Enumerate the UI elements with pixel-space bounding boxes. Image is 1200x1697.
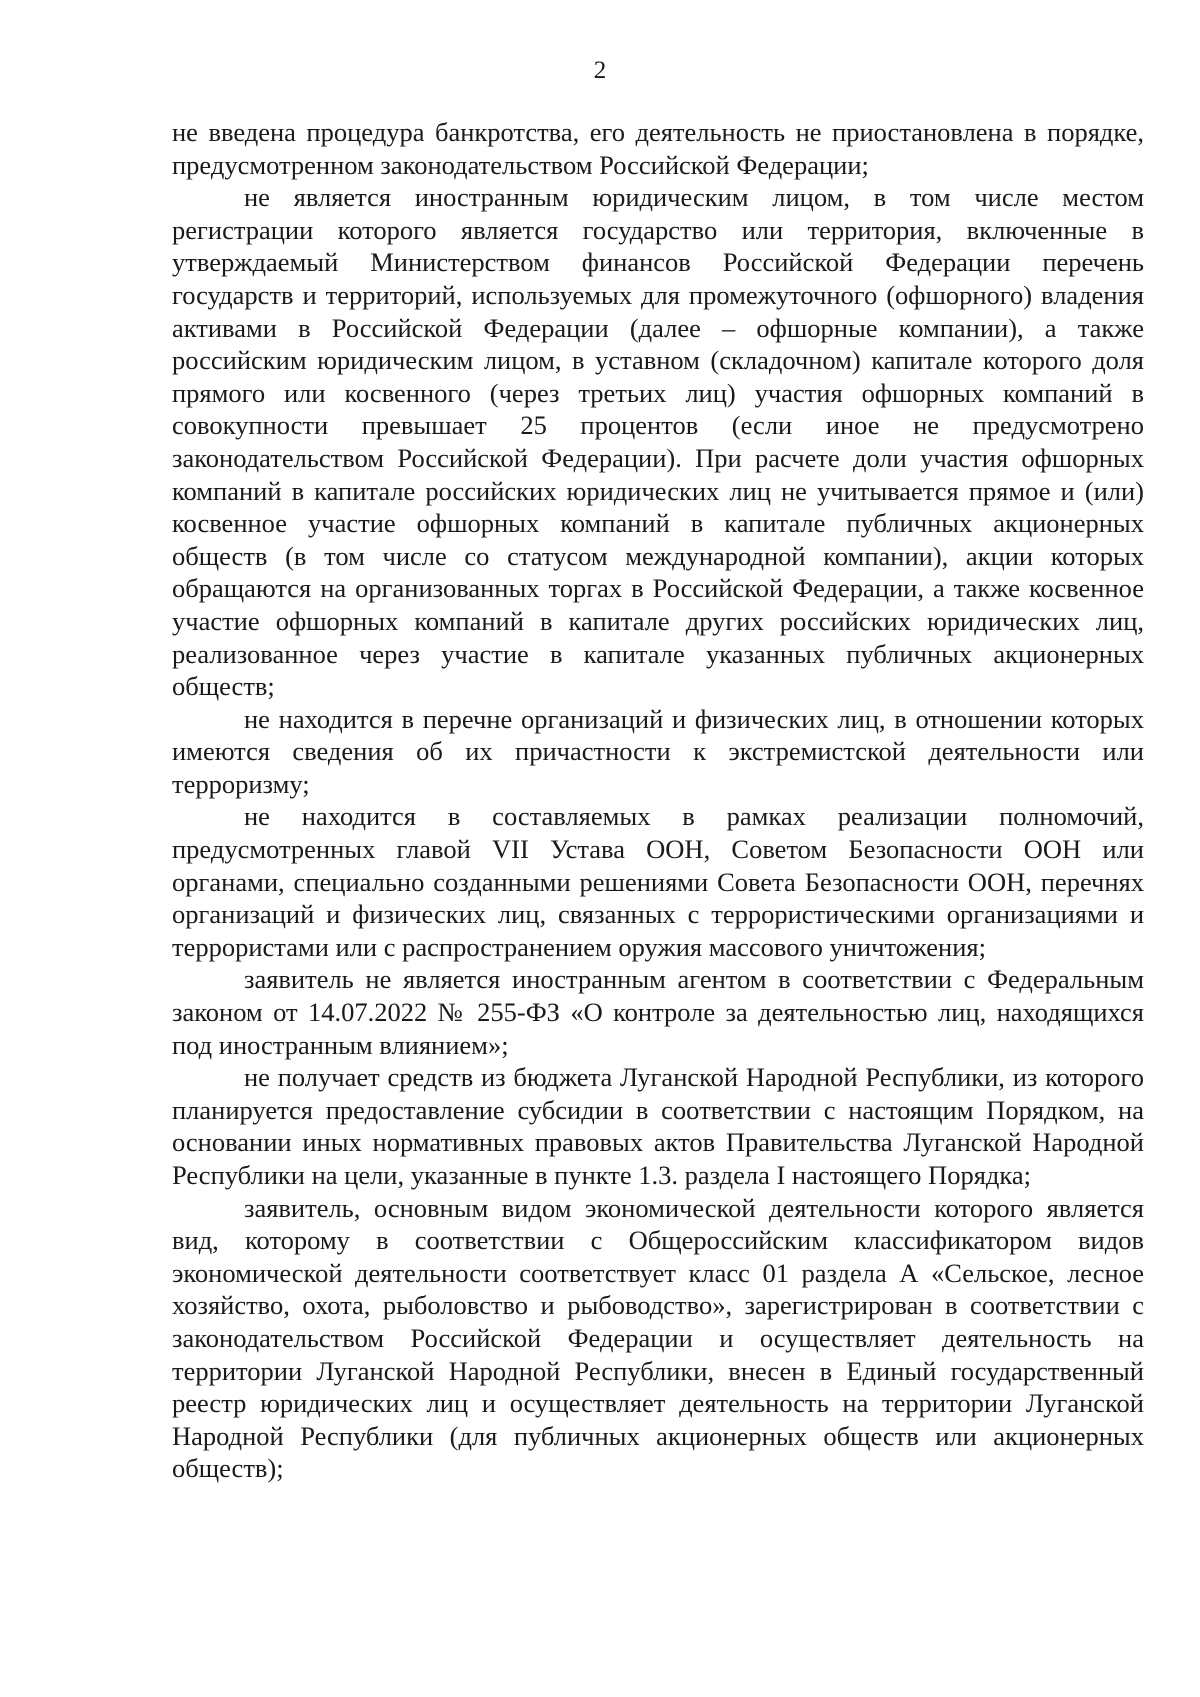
paragraph-un-sanctions: не находится в составляемых в рамках реализации полномочий, предусмотренных главой VII Устава ООН, Советом Безопасности ООН или органами, специально созданными решениями Совета Безопасности ООН, перечнях организаций и физических лиц, связанных с террористическими организациями и террористами или с распространением оружия массового уничтожения; [172, 801, 1144, 962]
paragraph-budget-funds: не получает средств из бюджета Луганской Народной Республики, из которого планируется предоставление субсидии в соответствии с настоящим Порядком, на основании иных нормативных правовых актов Правительства Луганской Народной Республики на цели, указанные в пункте 1.3. раздела I настоящего Порядка; [172, 1062, 1144, 1190]
paragraph-extremism: не находится в перечне организаций и физических лиц, в отношении которых имеются сведения об их причастности к экстремистской деятельности или терроризму; [172, 703, 1144, 799]
page-number: 2 [593, 57, 607, 84]
document-body [172, 116, 1144, 1485]
paragraph-economic-activity: заявитель, основным видом экономической деятельности которого является вид, которому в соответствии с Общероссийским классификатором видов экономической деятельности соответствует класс 01 раздела А «Сельское, лесное хозяйство, охота, рыболовство и рыбоводство», зарегистрирован в соответствии с законодательством Российской Федерации и осуществляет деятельность на территории Луганской Народной Республики, внесен в Единый государственный реестр юридических лиц и осуществляет деятельность на территории Луганской Народной Республики (для публичных акционерных обществ или акционерных обществ); [172, 1192, 1144, 1484]
paragraph-bankruptcy: не введена процедура банкротства, его деятельность не приостановлена в порядке, предусмотренном законодательством Российской Федерации; [172, 117, 1144, 180]
paragraph-foreign-agent: заявитель не является иностранным агентом в соответствии с Федеральным законом от 14.07.2022 № 255-ФЗ «О контроле за деятельностью лиц, находящихся под иностранным влиянием»; [172, 964, 1144, 1060]
paragraph-offshore: не является иностранным юридическим лицом, в том числе местом регистрации которого является государство или территория, включенные в утверждаемый Министерством финансов Российской Федерации перечень государств и территорий, используемых для промежуточного (офшорного) владения активами в Российской Федерации (далее – офшорные компании), а также российским юридическим лицом, в уставном (складочном) капитале которого доля прямого или косвенного (через третьих лиц) участия офшорных компаний в совокупности превышает 25 процентов (если иное не предусмотрено законодательством Российской Федерации). При расчете доли участия офшорных компаний в капитале российских юридических лиц не учитывается прямое и (или) косвенное участие офшорных компаний в капитале публичных акционерных обществ (в том числе со статусом международной компании), акции которых обращаются на организованных торгах в Российской Федерации, а также косвенное участие офшорных компаний в капитале других российских юридических лиц, реализованное через участие в капитале указанных публичных акционерных обществ; [172, 182, 1144, 702]
